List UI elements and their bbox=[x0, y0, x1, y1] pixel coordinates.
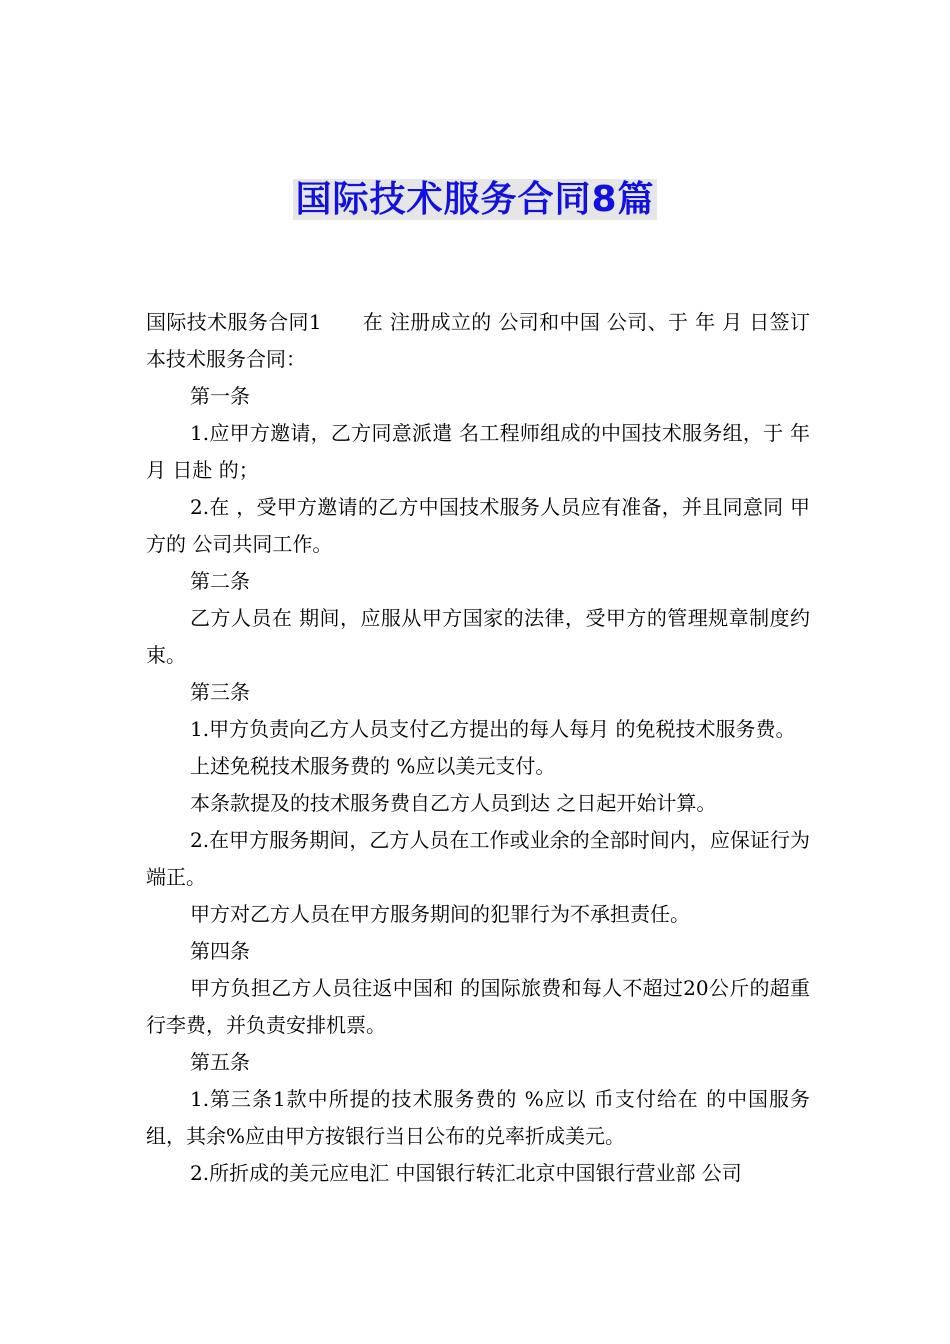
article-heading: 第二条 bbox=[190, 569, 250, 593]
article-heading: 第一条 bbox=[190, 384, 250, 408]
paragraph: 2.在甲方服务期间，乙方人员在工作或业余的全部时间内，应保证行为端正。 bbox=[146, 828, 810, 889]
paragraph: 甲方对乙方人员在甲方服务期间的犯罪行为不承担责任。 bbox=[190, 902, 690, 926]
document-body bbox=[146, 304, 810, 1192]
paragraph: 1.甲方负责向乙方人员支付乙方提出的每人每月 的免税技术服务费。 bbox=[190, 717, 796, 741]
article-heading: 第四条 bbox=[190, 939, 250, 963]
paragraph: 上述免税技术服务费的 %应以美元支付。 bbox=[190, 754, 556, 778]
paragraph: 国际技术服务合同1 在 注册成立的 公司和中国 公司、于 年 月 日签订本技术服务合同： bbox=[146, 310, 810, 371]
article-heading: 第三条 bbox=[190, 680, 250, 704]
paragraph: 2.所折成的美元应电汇 中国银行转汇北京中国银行营业部 公司 bbox=[190, 1161, 742, 1185]
paragraph: 本条款提及的技术服务费自乙方人员到达 之日起开始计算。 bbox=[190, 791, 717, 815]
paragraph: 1.应甲方邀请，乙方同意派遣 名工程师组成的中国技术服务组，于 年 月 日赴 的； bbox=[146, 421, 810, 482]
paragraph: 乙方人员在 期间，应服从甲方国家的法律，受甲方的管理规章制度约束。 bbox=[146, 606, 810, 667]
paragraph: 2.在 ，受甲方邀请的乙方中国技术服务人员应有准备，并且同意同 甲方的 公司共同工作。 bbox=[146, 495, 810, 556]
document-title-text: 国际技术服务合同8篇 bbox=[295, 179, 655, 220]
paragraph: 甲方负担乙方人员往返中国和 的国际旅费和每人不超过20公斤的超重行李费，并负责安排机票。 bbox=[146, 976, 810, 1037]
article-heading: 第五条 bbox=[190, 1050, 250, 1074]
document-title bbox=[0, 178, 950, 222]
paragraph: 1.第三条1款中所提的技术服务费的 %应以 币支付给在 的中国服务组，其余%应由甲方按银行当日公布的兑率折成美元。 bbox=[146, 1087, 810, 1148]
